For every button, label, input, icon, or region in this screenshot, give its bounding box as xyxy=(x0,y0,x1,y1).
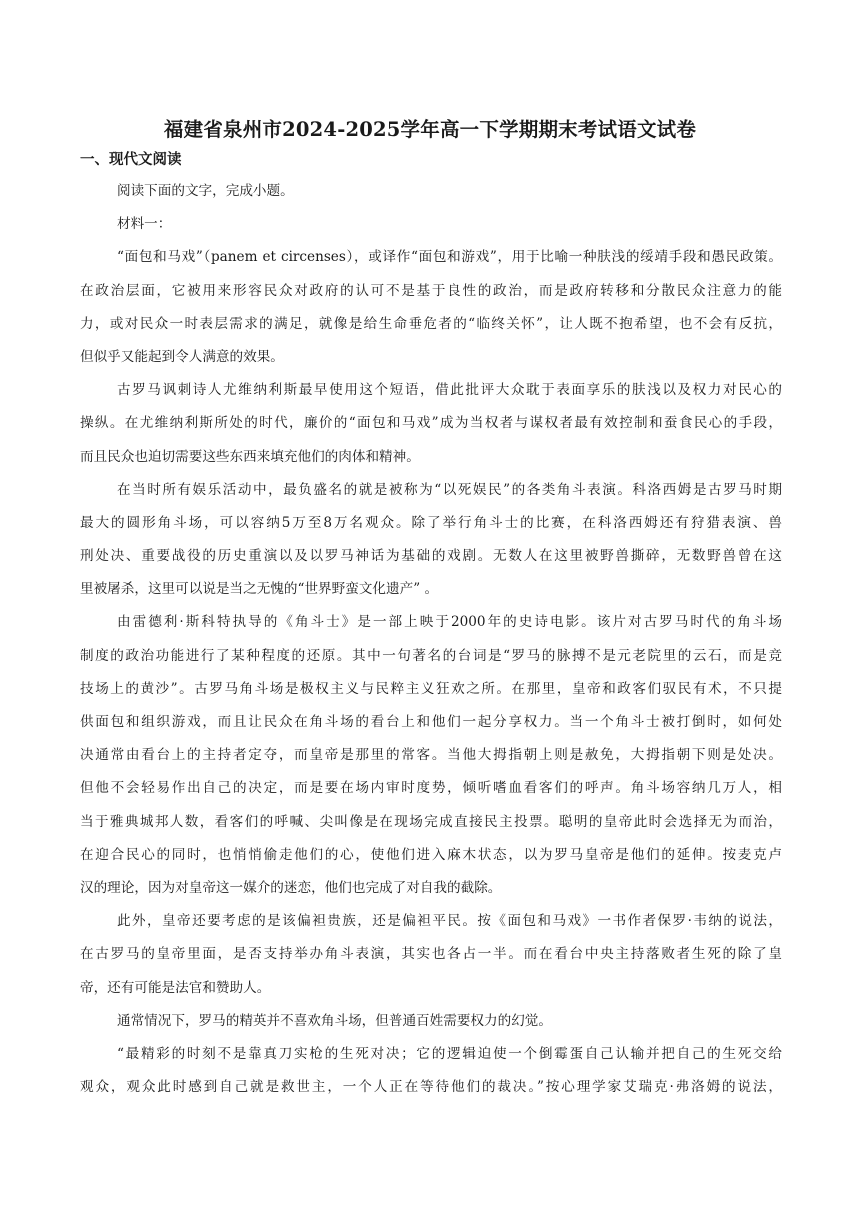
passage-line: 力，或对民众一时表层需求的满足，就像是给生命垂危者的“临终关怀”，让人既不抱希望，也不会有反抗， xyxy=(80,315,782,332)
passage-line: 但似乎又能起到令人满意的效果。 xyxy=(80,348,284,365)
passage-line: 最大的圆形角斗场，可以容纳5万至8万名观众。除了举行角斗士的比赛，在科洛西姆还有狩猎表演、兽 xyxy=(80,514,782,531)
passage-line: 观众，观众此时感到自己就是救世主，一个人正在等待他们的裁决。”按心理学家艾瑞克·弗洛姆的说法， xyxy=(80,1079,782,1096)
passage-line: 此外，皇帝还要考虑的是该偏袒贵族，还是偏袒平民。按《面包和马戏》一书作者保罗·韦纳的说法， xyxy=(117,913,782,930)
passage-line: 由雷德利·斯科特执导的《角斗士》是一部上映于2000年的史诗电影。该片对古罗马时代的角斗场 xyxy=(117,614,782,631)
passage-line: “最精彩的时刻不是靠真刀实枪的生死对决；它的逻辑迫使一个倒霉蛋自己认输并把自己的生死交给 xyxy=(117,1045,782,1062)
passage-line: 在古罗马的皇帝里面，是否支持举办角斗表演，其实也各占一半。而在看台中央主持落败者生死的除了皇 xyxy=(80,946,782,963)
passage-line: 在当时所有娱乐活动中，最负盛名的就是被称为“以死娱民”的各类角斗表演。科洛西姆是古罗马时期 xyxy=(117,481,782,498)
passage-line: 供面包和组织游戏，而且让民众在角斗场的看台上和他们一起分享权力。当一个角斗士被打倒时，如何处 xyxy=(80,714,782,730)
passage-line: 帝，还有可能是法官和赞助人。 xyxy=(80,979,271,996)
passage-line: 阅读下面的文字，完成小题。 xyxy=(117,183,294,199)
passage-line: 当于雅典城邦人数，看客们的呼喊、尖叫像是在现场完成直接民主投票。聪明的皇帝此时会选择无为而治， xyxy=(80,813,782,830)
document-title: 福建省泉州市2024-2025学年高一下学期期末考试语文试卷 xyxy=(163,118,697,141)
section-heading: 一、现代文阅读 xyxy=(80,151,182,168)
passage-line: 而且民众也迫切需要这些东西来填充他们的肉体和精神。 xyxy=(80,448,420,465)
passage-line: “面包和马戏”（panem et circenses），或译作“面包和游戏”，用于比喻一种肤浅的绥靖手段和愚民政策。 xyxy=(117,249,782,266)
passage-line: 制度的政治功能进行了某种程度的还原。其中一句著名的台词是“罗马的脉搏不是元老院里的云石，而是竞 xyxy=(80,647,782,664)
passage-line: 在政治层面，它被用来形容民众对政府的认可不是基于良性的政治，而是政府转移和分散民众注意力的能 xyxy=(80,282,782,299)
passage-line: 技场上的黄沙”。古罗马角斗场是极权主义与民粹主义狂欢之所。在那里，皇帝和政客们驭民有术，不只提 xyxy=(80,680,782,697)
passage-line: 在迎合民心的同时，也悄悄偷走他们的心，使他们进入麻木状态，以为罗马皇帝是他们的延伸。按麦克卢 xyxy=(80,846,782,863)
passage-line: 操纵。在尤维纳利斯所处的时代，廉价的“面包和马戏”成为当权者与谋权者最有效控制和蚕食民心的手段， xyxy=(80,415,782,432)
passage-line: 材料一： xyxy=(117,216,172,233)
passage-line: 古罗马讽刺诗人尤维纳利斯最早使用这个短语，借此批评大众耽于表面享乐的肤浅以及权力对民心的 xyxy=(117,382,782,399)
passage-line: 但他不会轻易作出自己的决定，而是要在场内审时度势，倾听嗜血看客们的呼声。角斗场容纳几万人，相 xyxy=(80,780,782,797)
passage-line: 决通常由看台上的主持者定夺，而皇帝是那里的常客。当他大拇指朝上则是赦免，大拇指朝下则是处决。 xyxy=(80,747,782,764)
passage-line: 刑处决、重要战役的历史重演以及以罗马神话为基础的戏剧。无数人在这里被野兽撕碎，无数野兽曾在这 xyxy=(80,548,782,565)
passage-line: 汉的理论，因为对皇帝这一媒介的迷恋，他们也完成了对自我的截除。 xyxy=(80,879,502,896)
passage-line: 通常情况下，罗马的精英并不喜欢角斗场，但普通百姓需要权力的幻觉。 xyxy=(117,1012,552,1029)
reading-passage xyxy=(80,175,782,1104)
passage-line: 里被屠杀，这里可以说是当之无愧的“世界野蛮文化遗产” 。 xyxy=(80,581,439,598)
